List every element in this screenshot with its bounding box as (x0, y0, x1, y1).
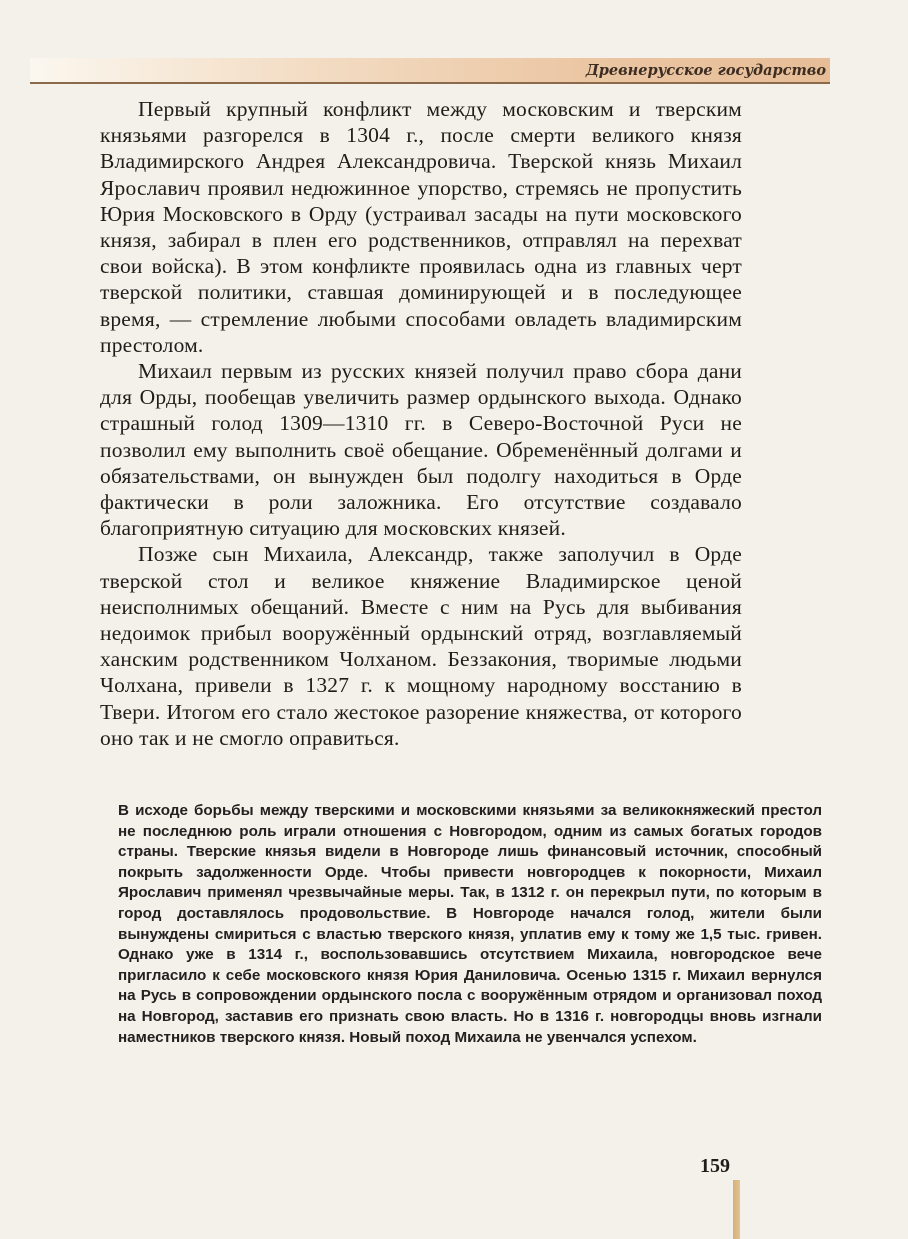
page-number: 159 (700, 1155, 730, 1177)
main-paragraph-1: Первый крупный конфликт между московским и тверским князьями разгорелся в 1304 г., после смерти великого князя Владимирского Андрея Александровича. Тверской князь Михаил Ярославич проявил недюжинное упорство, стремясь не пропустить Юрия Московского в Орду (устраивал засады на пути московского князя, забирал в плен его родственников, отправлял на перехват свои войска). В этом конфликте проявилась одна из главных черт тверской политики, ставшая доминирующей и в последующее время, — стремление любыми способами овладеть владимирским престолом. (100, 97, 742, 357)
supplementary-paragraph: В исходе борьбы между тверскими и московскими князьями за великокняжеский престол не последнюю роль играли отношения с Новгородом, одним из самых богатых городов страны. Тверские князья видели в Новгороде лишь финансовый источник, способный покрыть задолженности Орде. Чтобы привести новгородцев к покорности, Михаил Ярославич применял чрезвычайные меры. Так, в 1312 г. он перекрыл пути, по которым в город доставлялось продовольствие. В Новгороде начался голод, жители были вынуждены смириться с властью тверского князя, уплатив ему к тому же 1,5 тыс. гривен. Однако уже в 1314 г., воспользовавшись отсутствием Михаила, новгородское вече пригласило к себе московского князя Юрия Даниловича. Осенью 1315 г. Михаил вернулся на Русь в сопровождении ордынского посла с вооружённым отрядом и организовал поход на Новгород, заставив его признать свою власть. Но в 1316 г. новгородцы вновь изгнали наместников тверского князя. Новый поход Михаила не увенчался успехом. (118, 802, 822, 1046)
main-text (100, 96, 742, 751)
header-rule (30, 82, 830, 84)
page-edge-bar (733, 1180, 740, 1239)
main-paragraph-3: Позже сын Михаила, Александр, также заполучил в Орде тверской стол и великое княжение Владимирское ценой неисполнимых обещаний. Вместе с ним на Русь для выбивания недоимок прибыл вооружённый ордынский отряд, возглавляемый ханским родственником Чолханом. Беззакония, творимые людьми Чолхана, привели в 1327 г. к мощному народному восстанию в Твери. Итогом его стало жестокое разорение княжества, от которого оно так и не смогло оправиться. (100, 542, 742, 750)
main-paragraph-2: Михаил первым из русских князей получил право сбора дани для Орды, пообещав увеличить размер ордынского выхода. Однако страшный голод 1309—1310 гг. в Северо-Восточной Руси не позволил ему выполнить своё обещание. Обременённый долгами и обязательствами, он вынужден был подолгу находиться в Орде фактически в роли заложника. Его отсутствие создавало благоприятную ситуацию для московских князей. (100, 359, 742, 541)
supplementary-text (118, 801, 822, 1048)
running-title: Древнерусское государство (585, 62, 826, 79)
